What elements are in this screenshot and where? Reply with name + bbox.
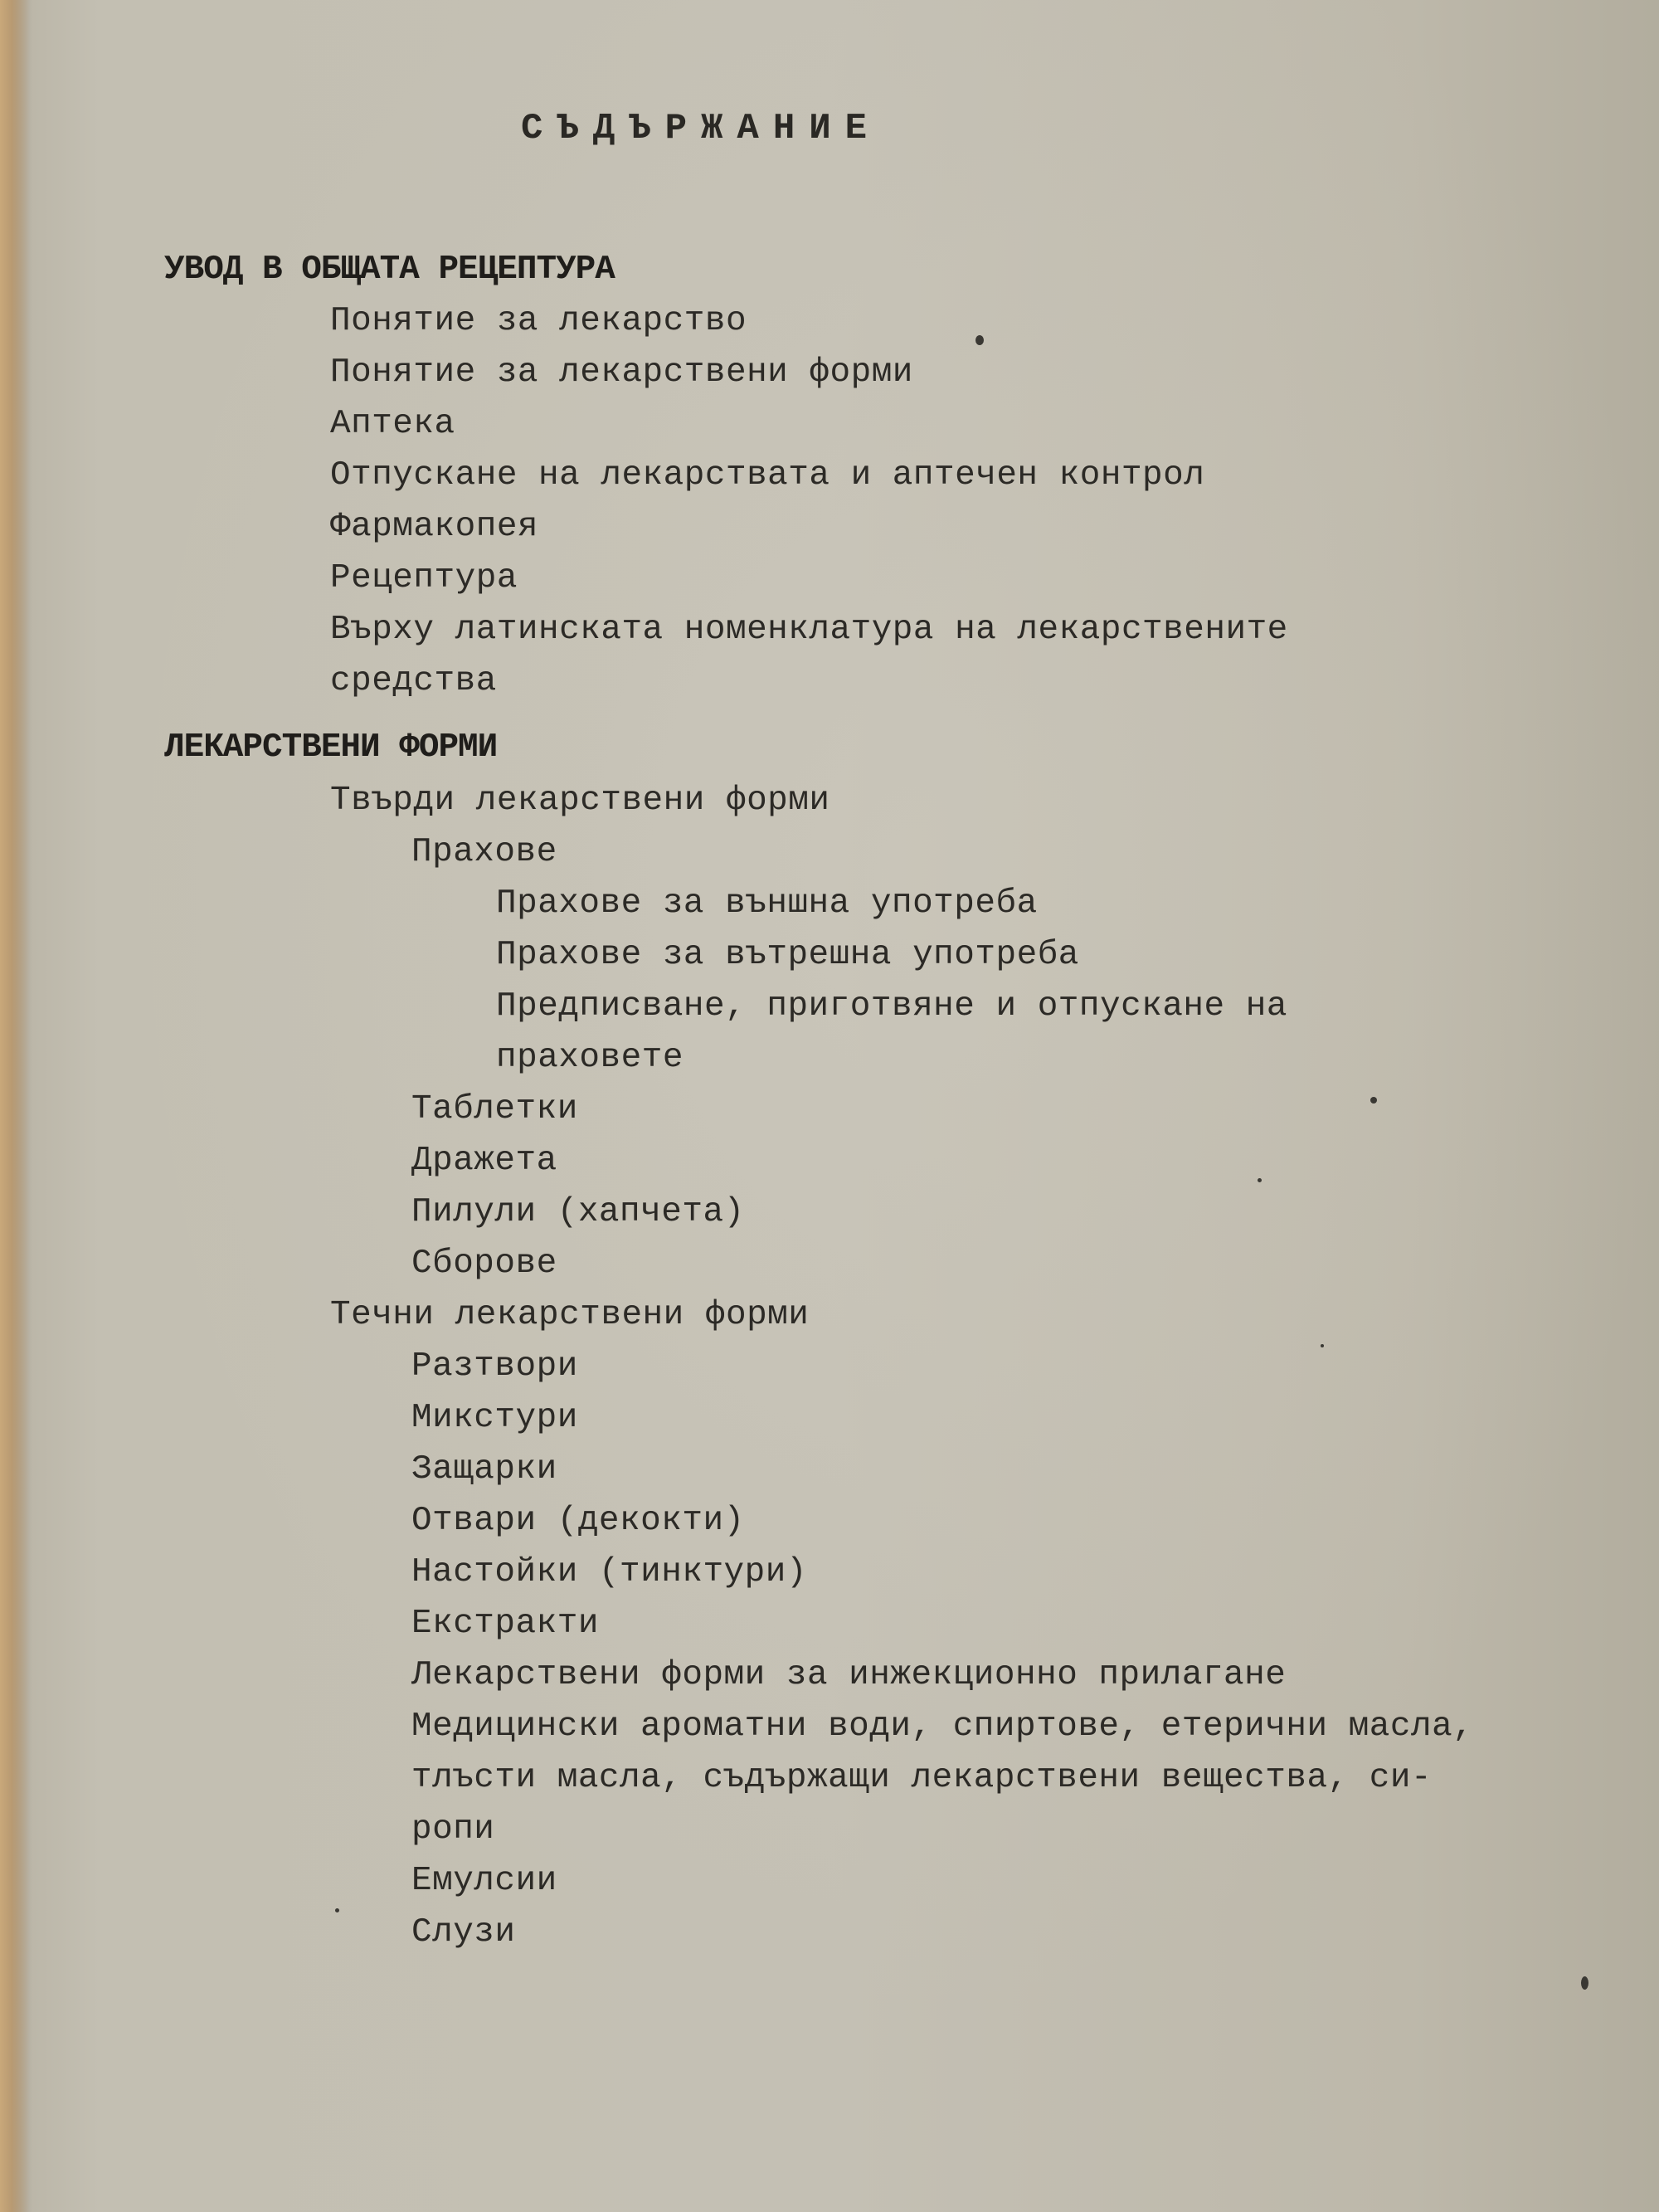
toc-section-heading: УВОД В ОБЩАТА РЕЦЕПТУРА	[164, 251, 615, 289]
toc-entry: Медицински ароматни води, спиртове, етерични масла,	[411, 1708, 1474, 1746]
toc-entry: Фармакопея	[330, 508, 539, 546]
toc-entry: Екстракти	[411, 1605, 599, 1643]
toc-entry: Прахове	[411, 833, 557, 871]
paper-speck	[1581, 1976, 1588, 1990]
toc-entry: Дражета	[411, 1142, 557, 1180]
paper-speck	[1258, 1178, 1262, 1182]
toc-entry: Лекарствени форми за инжекционно прилагане	[411, 1656, 1287, 1694]
paper-speck	[1370, 1097, 1377, 1104]
toc-entry: Прахове за вътрешна употреба	[496, 936, 1079, 974]
toc-entry: Защарки	[411, 1450, 557, 1488]
toc-entry: Слузи	[411, 1913, 516, 1951]
paper-speck	[335, 1908, 339, 1912]
toc-entry: Емулсии	[411, 1862, 557, 1900]
toc-entry: Микстури	[411, 1399, 578, 1437]
toc-entry: Сборове	[411, 1245, 557, 1283]
toc-entry: тлъсти масла, съдържащи лекарствени вещества, си-	[411, 1759, 1433, 1797]
toc-section-heading: ЛЕКАРСТВЕНИ ФОРМИ	[164, 728, 498, 767]
toc-entry: Прахове за външна употреба	[496, 884, 1038, 923]
toc-entry: Пилули (хапчета)	[411, 1193, 745, 1231]
toc-entry: Рецептура	[330, 559, 518, 597]
toc-entry: Отвари (декокти)	[411, 1502, 745, 1540]
paper-speck	[975, 335, 984, 345]
toc-entry: Предписване, приготвяне и отпускане на	[496, 987, 1287, 1026]
toc-entry: праховете	[496, 1039, 684, 1077]
toc-entry: ропи	[411, 1810, 495, 1849]
toc-entry: Отпускане на лекарствата и аптечен контрол	[330, 456, 1205, 495]
toc-entry: Настойки (тинктури)	[411, 1553, 807, 1591]
toc-entry: Твърди лекарствени форми	[330, 782, 830, 820]
toc-entry: Аптека	[330, 405, 455, 443]
toc-entry: Понятие за лекарство	[330, 302, 747, 340]
toc-entry: Таблетки	[411, 1090, 578, 1128]
toc-entry: Разтвори	[411, 1347, 578, 1386]
page-title: СЪДЪРЖАНИЕ	[521, 108, 882, 149]
toc-entry: средства	[330, 662, 497, 700]
paper-speck	[1321, 1344, 1324, 1347]
toc-entry: Върху латинската номенклатура на лекарствените	[330, 611, 1288, 649]
page-binding-edge	[0, 0, 30, 2212]
toc-entry: Понятие за лекарствени форми	[330, 353, 913, 392]
toc-entry: Течни лекарствени форми	[330, 1296, 810, 1334]
